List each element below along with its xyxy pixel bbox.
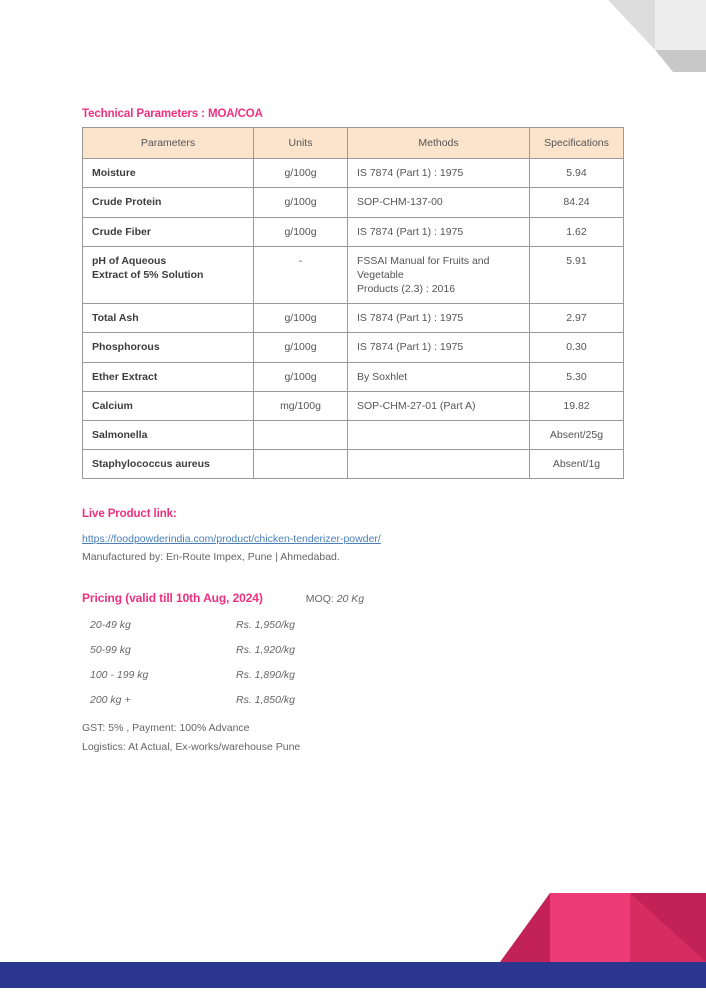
column-header-specifications: Specifications (530, 128, 624, 159)
cell-parameter: Crude Protein (83, 188, 254, 217)
terms-gst: GST: 5% , Payment: 100% Advance (82, 722, 250, 735)
cell-units: g/100g (254, 217, 348, 246)
live-product-link-heading: Live Product link: (82, 508, 177, 521)
price-tier-list (82, 619, 627, 706)
cell-parameter: Moisture (83, 159, 254, 188)
cell-method: FSSAI Manual for Fruits and Vegetable Products (2.3) : 2016 (348, 246, 530, 304)
cell-specification: 19.82 (530, 391, 624, 420)
table-row (83, 362, 624, 391)
cell-units: g/100g (254, 333, 348, 362)
tier-quantity: 200 kg + (90, 694, 131, 707)
moq-info (306, 593, 364, 605)
price-tier-row (82, 644, 627, 656)
cell-units: g/100g (254, 188, 348, 217)
tier-price: Rs. 1,950/kg (236, 619, 295, 632)
cell-specification: 1.62 (530, 217, 624, 246)
top-right-decoration (600, 0, 706, 72)
pricing-heading: Pricing (valid till 10th Aug, 2024) (82, 591, 263, 606)
cell-method: IS 7874 (Part 1) : 1975 (348, 159, 530, 188)
cell-specification: 5.91 (530, 246, 624, 304)
cell-method: SOP-CHM-27-01 (Part A) (348, 391, 530, 420)
cell-method: IS 7874 (Part 1) : 1975 (348, 333, 530, 362)
cell-parameter: Ether Extract (83, 362, 254, 391)
cell-units: mg/100g (254, 391, 348, 420)
table-row (83, 188, 624, 217)
table-row (83, 333, 624, 362)
cell-parameter: Staphylococcus aureus (83, 450, 254, 479)
table-row (83, 304, 624, 333)
pricing-section (82, 591, 627, 756)
price-tier-row (82, 694, 627, 706)
cell-specification: Absent/1g (530, 450, 624, 479)
cell-parameter: Phosphorous (83, 333, 254, 362)
table-row (83, 420, 624, 449)
terms-logistics: Logistics: At Actual, Ex-works/warehouse Pune (82, 740, 301, 753)
table-row (83, 217, 624, 246)
table-body (83, 159, 624, 479)
product-url-link[interactable]: https://foodpowderindia.com/product/chicken-tenderizer-powder/ (82, 533, 381, 546)
cell-units: - (254, 246, 348, 304)
bottom-decoration (0, 880, 706, 1000)
tier-price: Rs. 1,850/kg (236, 694, 295, 707)
column-header-parameters: Parameters (83, 128, 254, 159)
live-product-link-section (82, 508, 627, 563)
table-header-row (83, 128, 624, 159)
cell-specification: Absent/25g (530, 420, 624, 449)
cell-parameter: pH of Aqueous Extract of 5% Solution (83, 246, 254, 304)
price-tier-row (82, 669, 627, 681)
cell-units: g/100g (254, 304, 348, 333)
tier-price: Rs. 1,890/kg (236, 669, 295, 682)
technical-parameters-table (82, 127, 624, 479)
cell-specification: 0.30 (530, 333, 624, 362)
cell-specification: 5.30 (530, 362, 624, 391)
cell-units (254, 420, 348, 449)
manufactured-by-text: Manufactured by: En-Route Impex, Pune | Ahmedabad. (82, 551, 340, 564)
table-row (83, 450, 624, 479)
cell-parameter: Crude Fiber (83, 217, 254, 246)
moq-label: MOQ: (305, 593, 334, 606)
cell-method: IS 7874 (Part 1) : 1975 (348, 217, 530, 246)
table-row (83, 391, 624, 420)
cell-parameter: Salmonella (83, 420, 254, 449)
tier-quantity: 100 - 199 kg (90, 669, 149, 682)
cell-parameter: Calcium (83, 391, 254, 420)
cell-method: SOP-CHM-137-00 (348, 188, 530, 217)
document-body (82, 108, 627, 756)
cell-method: By Soxhlet (348, 362, 530, 391)
tier-quantity: 20-49 kg (90, 619, 131, 632)
table-row (83, 246, 624, 304)
cell-method (348, 420, 530, 449)
pricing-header-row (82, 591, 627, 605)
price-tier-row (82, 619, 627, 631)
tier-quantity: 50-99 kg (90, 644, 131, 657)
table-row (83, 159, 624, 188)
cell-method: IS 7874 (Part 1) : 1975 (348, 304, 530, 333)
cell-units: g/100g (254, 362, 348, 391)
technical-parameters-heading: Technical Parameters : MOA/COA (82, 108, 263, 120)
cell-units (254, 450, 348, 479)
column-header-methods: Methods (348, 128, 530, 159)
cell-specification: 84.24 (530, 188, 624, 217)
column-header-units: Units (254, 128, 348, 159)
cell-specification: 2.97 (530, 304, 624, 333)
cell-units: g/100g (254, 159, 348, 188)
cell-parameter: Total Ash (83, 304, 254, 333)
cell-specification: 5.94 (530, 159, 624, 188)
tier-price: Rs. 1,920/kg (236, 644, 295, 657)
moq-value: 20 Kg (336, 593, 365, 606)
cell-method (348, 450, 530, 479)
terms-block (82, 719, 627, 756)
